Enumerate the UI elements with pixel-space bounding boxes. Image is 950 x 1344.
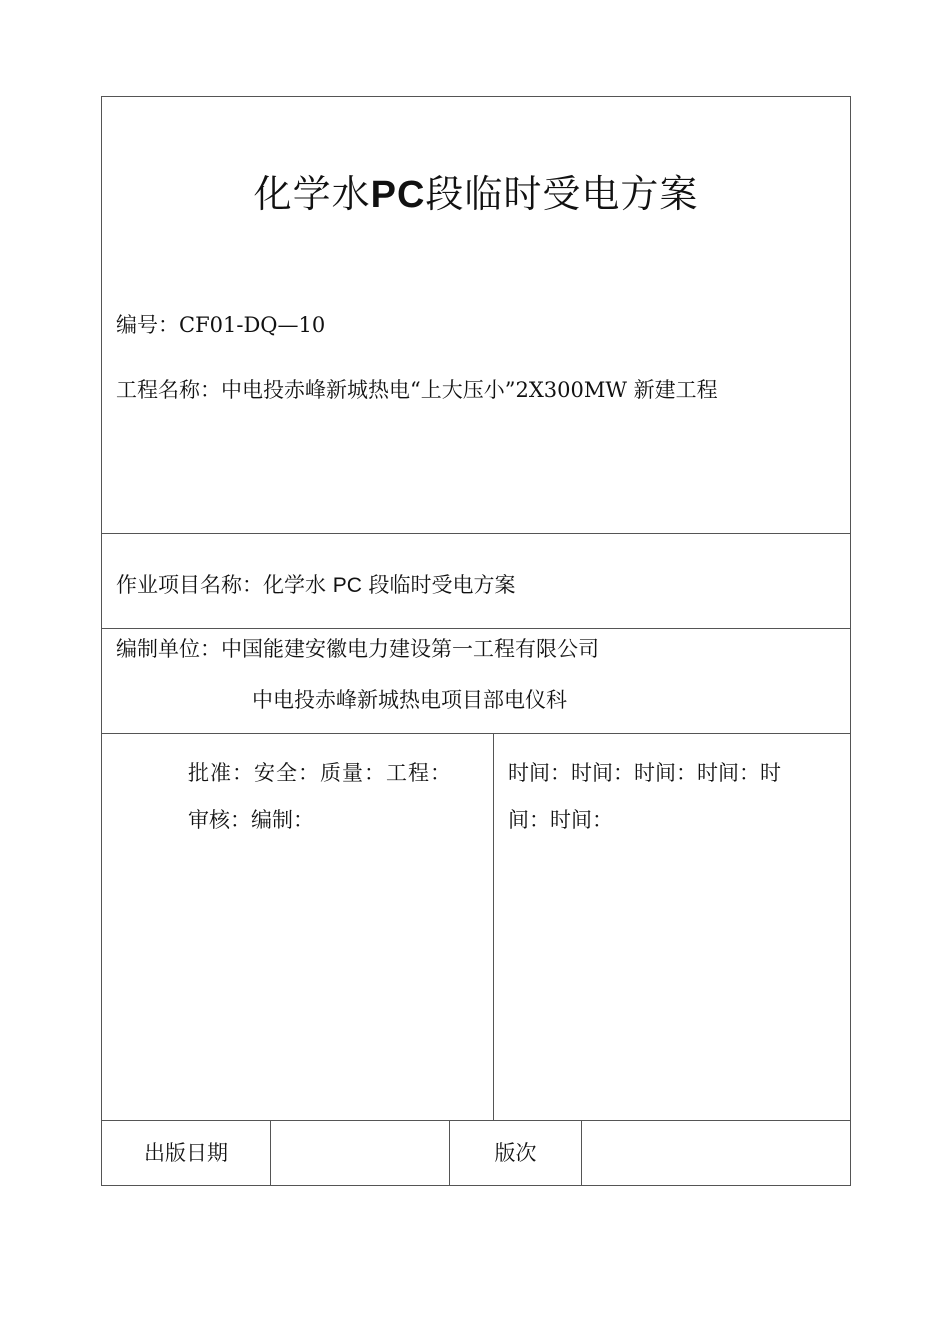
publish-date-label: 出版日期 <box>144 1141 228 1165</box>
document-title: 化学水PC段临时受电方案 <box>253 172 699 216</box>
task-name: 作业项目名称：化学水 PC 段临时受电方案 <box>116 573 516 597</box>
divider <box>102 733 850 734</box>
sign-times-line1: 时间：时间：时间：时间：时 <box>508 761 781 785</box>
publish-date-value <box>271 1120 449 1186</box>
project-label: 工程名称： <box>116 378 221 402</box>
organization <box>116 633 599 663</box>
project-value: 中电投赤峰新城热电“上大压小”2X300MW 新建工程 <box>221 378 718 402</box>
sign-roles-line2: 审核：编制： <box>188 808 314 832</box>
sign-times-line2: 间：时间： <box>508 808 613 832</box>
divider <box>102 628 850 629</box>
project-name <box>116 374 718 404</box>
org-line1: 中国能建安徽电力建设第一工程有限公司 <box>221 637 599 661</box>
version-label: 版次 <box>494 1141 537 1165</box>
org-line2: 中电投赤峰新城热电项目部电仪科 <box>252 688 567 712</box>
divider <box>102 533 850 534</box>
number-label: 编号： <box>116 313 179 337</box>
sign-roles-line1: 批准：安全：质量：工程： <box>188 761 452 785</box>
document-number <box>116 309 325 339</box>
column-divider <box>493 733 494 1120</box>
task-label: 作业项目名称： <box>116 573 263 597</box>
cover-table <box>101 96 851 1186</box>
sign-times <box>508 750 781 844</box>
number-value: CF01-DQ—10 <box>179 313 326 337</box>
org-label: 编制单位： <box>116 637 221 661</box>
version-value <box>582 1120 850 1186</box>
sign-roles <box>188 750 452 844</box>
